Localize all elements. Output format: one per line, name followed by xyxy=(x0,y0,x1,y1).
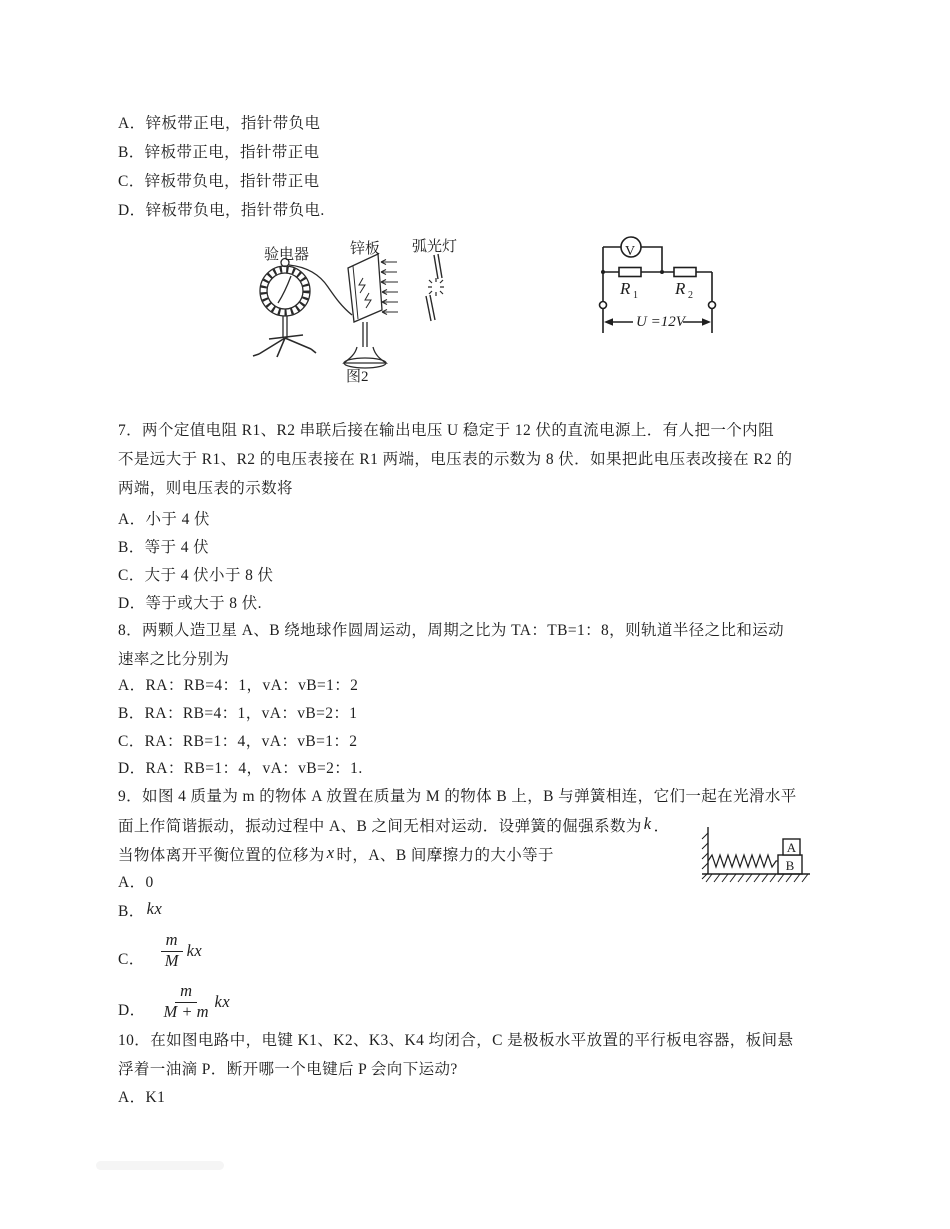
electroscope-tripod-base xyxy=(253,335,316,357)
zinc-plate-mark-1 xyxy=(359,278,365,293)
light-arrows xyxy=(381,260,398,315)
q9-option-c-suffix: kx xyxy=(186,940,203,960)
fraction-denominator: M + m xyxy=(163,1001,209,1021)
q10-option-a: A．K1 xyxy=(118,1089,166,1106)
q9-var-x: x xyxy=(326,843,335,862)
q9-line-2 xyxy=(118,816,670,837)
q9-line-3-text: 当物体离开平衡位置的位移为 xyxy=(118,847,325,864)
q10-line-1: 10．在如图电路中，电键 K1、K2、K3、K4 均闭合，C 是极板水平放置的平行板电容器，板间悬 xyxy=(118,1032,794,1049)
q7-line-1: 7．两个定值电阻 R1、R2 串联后接在输出电压 U 稳定于 12 伏的直流电源上．有人把一个内阻 xyxy=(118,422,774,439)
q9-line-2-text: 面上作简谐振动，振动过程中 A、B 之间无相对运动．设弹簧的倔强系数为 xyxy=(118,818,642,835)
connecting-wire xyxy=(289,265,352,315)
wall-hatching xyxy=(702,833,708,879)
junction-dot xyxy=(660,270,664,274)
q7-option-d: D．等于或大于 8 伏. xyxy=(118,595,262,612)
r1-label: R xyxy=(620,279,631,298)
q7-line-3: 两端，则电压表的示数将 xyxy=(118,480,293,497)
q9-option-c-label: C． xyxy=(118,950,145,968)
zinc-plate-stand-bell xyxy=(344,347,386,363)
q10-line-2: 浮着一油滴 P．断开哪一个电键后 P 会向下运动? xyxy=(118,1061,458,1078)
ground-hatching xyxy=(706,874,808,882)
r2-label: R xyxy=(675,279,686,298)
q9-line-1: 9．如图 4 质量为 m 的物体 A 放置在质量为 M 的物体 B 上，B 与弹簧相连，它们一起在光滑水平 xyxy=(118,788,797,805)
q6-option-d: D．锌板带负电，指针带负电. xyxy=(118,202,325,219)
q7-option-c: C．大于 4 伏小于 8 伏 xyxy=(118,567,274,584)
zinc-plate-stand-pole xyxy=(363,322,367,347)
q8-option-c: C．RA：RB=1：4，vA：vB=1：2 xyxy=(118,733,358,750)
q9-line-3 xyxy=(118,845,554,866)
fraction-numerator: m xyxy=(161,931,183,952)
r1-subscript: 1 xyxy=(633,290,638,301)
q9-line-3-text2: 时，A、B 间摩擦力的大小等于 xyxy=(336,847,554,864)
fraction-denominator: M xyxy=(164,950,179,970)
q7-option-b: B．等于 4 伏 xyxy=(118,539,210,556)
q9-line-2-period: ． xyxy=(653,818,670,835)
resistor-r2 xyxy=(674,268,696,277)
zinc-plate-edge-line xyxy=(353,266,358,319)
q8-option-d: D．RA：RB=1：4，vA：vB=2：1. xyxy=(118,760,363,777)
r2-subscript: 2 xyxy=(688,290,693,301)
figure2-electroscope-diagram xyxy=(240,235,470,387)
figure2-caption: 图2 xyxy=(346,369,369,385)
q9-option-b-expr: kx xyxy=(146,899,163,918)
q8-option-a: A．RA：RB=4：1，vA：vB=1：2 xyxy=(118,677,359,694)
arc-lamp-symbol xyxy=(426,254,444,321)
spring xyxy=(708,855,778,867)
q9-option-b-label: B． xyxy=(118,903,145,920)
fraction-m-over-M xyxy=(161,931,183,971)
q6-option-c: C．锌板带负电，指针带正电 xyxy=(118,173,320,190)
q9-var-k: k xyxy=(643,814,652,833)
arrowhead-right xyxy=(702,318,711,326)
q8-option-b: B．RA：RB=4：1，vA：vB=2：1 xyxy=(118,705,358,722)
left-terminal xyxy=(600,302,607,309)
scan-smudge xyxy=(96,1161,224,1170)
q9-option-d-label: D． xyxy=(118,1001,146,1019)
figure4-spring-block-diagram xyxy=(698,816,823,894)
junction-dot xyxy=(601,270,605,274)
wire xyxy=(641,247,662,270)
arc-lamp-label: 弧光灯 xyxy=(412,239,458,255)
right-terminal xyxy=(709,302,716,309)
voltmeter-label: V xyxy=(624,244,636,259)
zinc-plate-label: 锌板 xyxy=(350,241,381,257)
q8-line-1: 8．两颗人造卫星 A、B 绕地球作圆周运动，周期之比为 TA：TB=1：8，则轨道半径之比和运动 xyxy=(118,622,785,639)
q7-option-a: A．小于 4 伏 xyxy=(118,511,210,528)
electroscope-needle xyxy=(278,276,291,303)
q9-option-d xyxy=(118,982,230,1022)
zinc-plate xyxy=(348,254,382,322)
fraction-m-over-M-plus-m xyxy=(162,982,211,1022)
zinc-plate-mark-2 xyxy=(365,293,371,308)
block-a-label: A xyxy=(786,840,797,855)
q9-option-a: A．0 xyxy=(118,874,154,891)
q7-line-2: 不是远大于 R1、R2 的电压表接在 R1 两端，电压表的示数为 8 伏．如果把此电压表改接在 R2 的 xyxy=(118,451,793,468)
q9-option-d-suffix: kx xyxy=(214,991,231,1011)
electroscope-stand-pole xyxy=(283,316,287,338)
q6-option-b: B．锌板带正电，指针带正电 xyxy=(118,144,320,161)
q9-option-b xyxy=(118,901,164,922)
electroscope-label: 验电器 xyxy=(264,247,310,263)
resistor-r1 xyxy=(619,268,641,277)
block-b-label: B xyxy=(785,858,795,873)
source-voltage-label: U =12V xyxy=(636,314,685,330)
arrowhead-left xyxy=(604,318,613,326)
q6-option-a: A．锌板带正电，指针带负电 xyxy=(118,115,321,132)
q7-circuit-diagram xyxy=(580,225,760,345)
q8-line-2: 速率之比分别为 xyxy=(118,651,230,668)
fraction-numerator: m xyxy=(175,982,197,1003)
q9-option-c xyxy=(118,931,202,971)
